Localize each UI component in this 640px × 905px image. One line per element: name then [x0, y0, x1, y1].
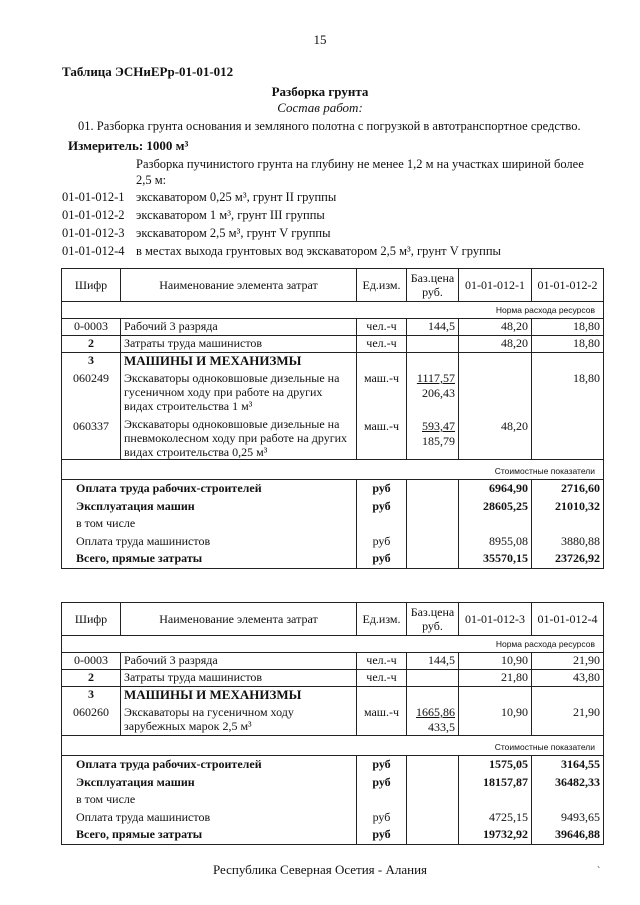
machine-value-1: 48,20	[501, 419, 528, 433]
cost-unit: руб	[372, 498, 391, 513]
machine-value-1	[462, 371, 528, 386]
header-base-price: Баз.цена руб.	[407, 603, 459, 636]
cost-units	[357, 480, 407, 569]
variant-line	[62, 244, 501, 259]
row-value-1: 48,20	[459, 319, 532, 336]
header-variant-1: 01-01-012-1	[459, 269, 532, 302]
cost-unit: руб	[372, 774, 391, 789]
cost-value: 1575,05	[489, 757, 528, 771]
header-unit: Ед.изм.	[357, 269, 407, 302]
cost-name-machines: Эксплуатация машин	[76, 498, 195, 513]
header-name: Наименование элемента затрат	[121, 269, 357, 302]
cost-name-labor: Оплата труда рабочих-строителей	[76, 757, 262, 771]
table-row	[62, 319, 604, 336]
cost-name-total: Всего, прямые затраты	[76, 827, 203, 841]
cost-value: 6964,90	[489, 481, 528, 495]
cost-unit: руб	[372, 481, 391, 495]
variant-text: экскаватором 0,25 м³, грунт II группы	[136, 190, 337, 204]
row-value-2: 21,90	[532, 653, 604, 670]
resource-table-1	[61, 268, 604, 569]
machine-code: 060337	[73, 419, 109, 433]
norm-label: Норма расхода ресурсов	[62, 302, 604, 319]
machine-unit: маш.-ч	[363, 705, 400, 719]
cost-name-total: Всего, прямые затраты	[76, 551, 203, 565]
page-number: 15	[313, 32, 327, 47]
machines-block-codes	[62, 353, 121, 460]
row-unit: чел.-ч	[357, 670, 407, 687]
cost-name-operators: Оплата труда машинистов	[76, 533, 211, 548]
table-row	[62, 670, 604, 687]
machine-code: 060249	[73, 371, 109, 385]
work-item: 01. Разборка грунта основания и земляного полотна с погрузкой в автотранспортное средство.	[78, 119, 581, 133]
machines-block-units	[357, 687, 407, 736]
row-value-2: 43,80	[532, 670, 604, 687]
cost-values-1	[459, 756, 532, 845]
machine-name: Экскаваторы на гусеничном ходу зарубежных марок 2,5 м³	[124, 705, 294, 733]
cost-value: 39646,88	[555, 827, 600, 841]
cost-values-2	[532, 756, 604, 845]
row-value-1: 10,90	[459, 653, 532, 670]
row-code: 2	[62, 336, 121, 353]
cost-value: 35570,15	[483, 551, 528, 565]
machine-name: Экскаваторы одноковшовые дизельные на пневмоколесном ходу при работе на других видах строительства 0,25 м³	[124, 417, 348, 459]
cost-value: 9493,65	[561, 809, 600, 824]
cost-unit: руб	[372, 551, 391, 565]
table-row	[62, 336, 604, 353]
variant-text: в местах выхода грунтовых вод экскаватором 2,5 м³, грунт V группы	[136, 244, 501, 258]
machine-unit: маш.-ч	[363, 419, 400, 433]
section-title: Разборка грунта	[271, 84, 369, 99]
cost-block	[62, 480, 604, 569]
row-code: 0-0003	[62, 653, 121, 670]
corner-mark: `	[597, 866, 601, 877]
machines-block-names	[121, 353, 357, 460]
machines-block-values-1	[459, 687, 532, 736]
variant-code: 01-01-012-2	[62, 208, 125, 222]
cost-value: 36482,33	[555, 774, 600, 789]
row-code: 0-0003	[62, 319, 121, 336]
cost-names	[62, 480, 357, 569]
header-unit: Ед.изм.	[357, 603, 407, 636]
cost-value: 21010,32	[555, 498, 600, 513]
cost-value: 18157,87	[483, 774, 528, 789]
variant-code: 01-01-012-3	[62, 226, 125, 240]
cost-value: 28605,25	[483, 498, 528, 513]
row-value-2: 18,80	[532, 319, 604, 336]
cost-name-operators: Оплата труда машинистов	[76, 809, 211, 824]
machines-block-prices	[407, 353, 459, 460]
machine-price: 1117,57	[416, 371, 455, 385]
cost-block	[62, 756, 604, 845]
page-footer: Республика Северная Осетия - Алания	[212, 862, 428, 877]
machines-block-codes	[62, 687, 121, 736]
cost-names	[62, 756, 357, 845]
cost-name-machines: Эксплуатация машин	[76, 774, 195, 789]
machine-code: 060260	[73, 705, 109, 719]
row-code: 2	[62, 670, 121, 687]
variant-text: экскаватором 1 м³, грунт III группы	[136, 208, 325, 222]
row-value-1: 21,80	[459, 670, 532, 687]
cost-unit: руб	[372, 533, 391, 548]
cost-value: 8955,08	[489, 533, 528, 548]
work-description: Разборка пучинистого грунта на глубину не менее 1,2 м на участках шириной более 2,5 м:	[136, 157, 584, 187]
cost-label: Стоимостные показатели	[62, 460, 604, 480]
cost-units	[357, 756, 407, 845]
machine-value-2: 18,80	[573, 371, 600, 385]
cost-value: 3164,55	[561, 757, 600, 771]
header-variant-2: 01-01-012-2	[532, 269, 604, 302]
machine-name: Экскаваторы одноковшовые дизельные на гусеничном ходу при работе на других видах строительства 1 м³	[124, 371, 340, 413]
row-value-1: 48,20	[459, 336, 532, 353]
header-variant-3: 01-01-012-3	[459, 603, 532, 636]
cost-value: 2716,60	[561, 481, 600, 495]
section-code: 3	[88, 687, 94, 701]
machines-block-values-1	[459, 353, 532, 460]
row-name: Рабочий 3 разряда	[121, 319, 357, 336]
norm-label: Норма расхода ресурсов	[62, 636, 604, 653]
variant-code: 01-01-012-4	[62, 244, 125, 258]
variant-line	[62, 208, 325, 223]
variant-line	[62, 226, 330, 241]
header-base-price: Баз.цена руб.	[407, 269, 459, 302]
row-name: Затраты труда машинистов	[121, 336, 357, 353]
table-header-row	[62, 603, 604, 636]
machine-value-1: 10,90	[501, 705, 528, 719]
section-name: МАШИНЫ И МЕХАНИЗМЫ	[124, 353, 302, 368]
row-price: 144,5	[407, 319, 459, 336]
table-row	[62, 653, 604, 670]
cost-including: в том числе	[76, 792, 136, 806]
table-section-row	[62, 353, 604, 460]
variant-code: 01-01-012-1	[62, 190, 125, 204]
variant-text: экскаватором 2,5 м³, грунт V группы	[136, 226, 331, 240]
row-value-2: 18,80	[532, 336, 604, 353]
row-unit: чел.-ч	[357, 336, 407, 353]
cost-including: в том числе	[76, 516, 136, 530]
measure-unit: Измеритель: 1000 м³	[68, 138, 189, 153]
cost-name-labor: Оплата труда рабочих-строителей	[76, 481, 262, 495]
header-name: Наименование элемента затрат	[121, 603, 357, 636]
machine-wage: 185,79	[422, 434, 455, 448]
header-variant-4: 01-01-012-4	[532, 603, 604, 636]
machines-block-values-2	[532, 687, 604, 736]
machines-block-prices	[407, 687, 459, 736]
header-code: Шифр	[62, 269, 121, 302]
section-code: 3	[88, 353, 94, 367]
machines-block-values-2	[532, 353, 604, 460]
row-name: Затраты труда машинистов	[121, 670, 357, 687]
cost-value: 3880,88	[561, 533, 600, 548]
cost-unit: руб	[372, 809, 391, 824]
cost-unit: руб	[372, 827, 391, 841]
machine-unit: маш.-ч	[363, 371, 400, 385]
resource-table-2	[61, 602, 604, 845]
work-composition-label: Состав работ:	[277, 100, 363, 115]
table-section-row	[62, 687, 604, 736]
row-unit: чел.-ч	[357, 319, 407, 336]
machine-value-2: 21,90	[573, 705, 600, 719]
row-name: Рабочий 3 разряда	[121, 653, 357, 670]
machine-wage: 433,5	[428, 720, 455, 734]
table-header-row	[62, 269, 604, 302]
cost-values-2	[532, 480, 604, 569]
machines-block-units	[357, 353, 407, 460]
cost-value: 19732,92	[483, 827, 528, 841]
machines-block-names	[121, 687, 357, 736]
machine-price: 1665,86	[416, 705, 455, 719]
machine-wage: 206,43	[422, 386, 455, 400]
table-id: Таблица ЭСНиЕРр-01-01-012	[62, 64, 234, 79]
cost-values-1	[459, 480, 532, 569]
cost-value: 4725,15	[489, 809, 528, 824]
row-unit: чел.-ч	[357, 653, 407, 670]
machine-price: 593,47	[422, 419, 455, 433]
header-code: Шифр	[62, 603, 121, 636]
section-name: МАШИНЫ И МЕХАНИЗМЫ	[124, 687, 302, 702]
variant-line	[62, 190, 336, 205]
cost-unit: руб	[372, 757, 391, 771]
cost-value: 23726,92	[555, 551, 600, 565]
cost-label: Стоимостные показатели	[62, 736, 604, 756]
row-price: 144,5	[407, 653, 459, 670]
